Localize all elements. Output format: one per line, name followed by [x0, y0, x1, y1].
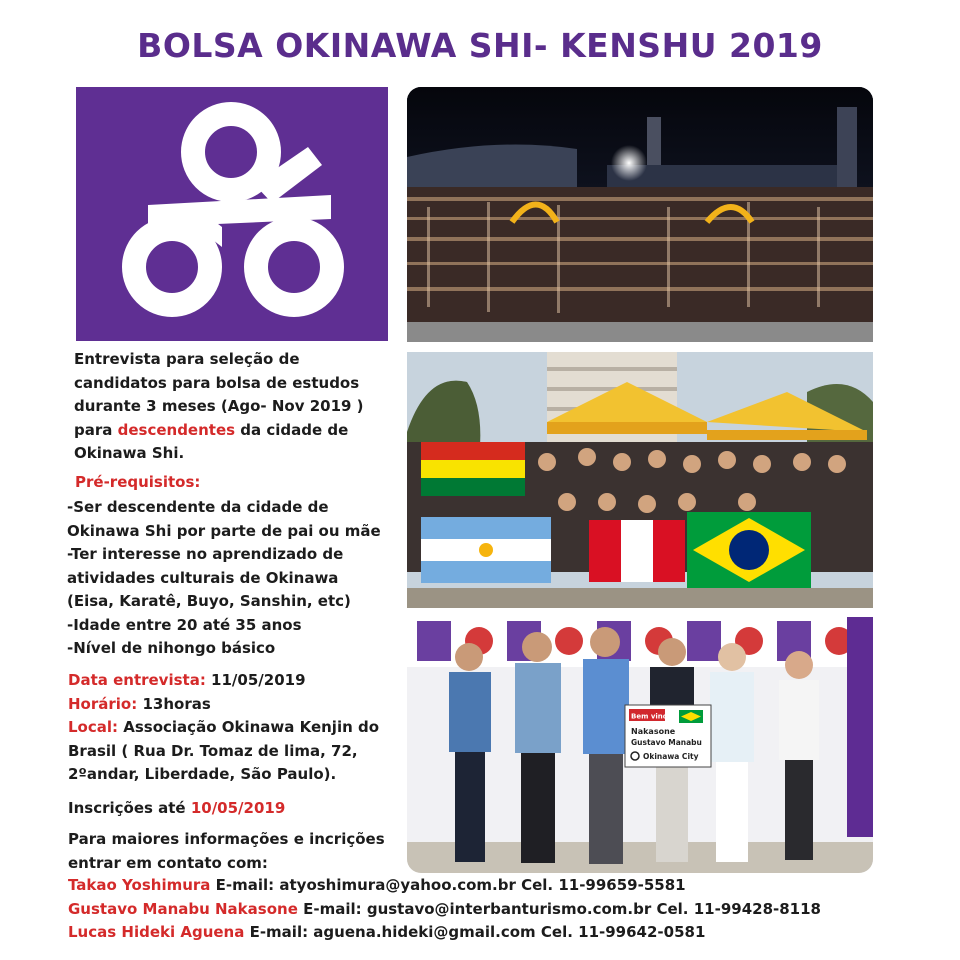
okinawa-city-logo [76, 87, 388, 341]
intro-line: candidatos para bolsa de estudos [74, 373, 360, 392]
contact-row [68, 921, 821, 945]
prereq-line: -Ser descendente da cidade de [67, 498, 329, 516]
registration-deadline: Inscrições até 10/05/2019 [68, 799, 286, 817]
festival-crowd-photo [407, 87, 873, 342]
welcome-sign-photo [407, 617, 873, 873]
sign-welcome: Bem vindo! [631, 712, 676, 721]
prereq-line: (Eisa, Karatê, Buyo, Sanshin, etc) [67, 592, 351, 610]
interview-date: Data entrevista: 11/05/2019 [68, 671, 306, 689]
contacts-list [68, 874, 821, 945]
intro-paragraph [74, 348, 364, 466]
intro-line: para descendentes da cidade de [74, 420, 349, 439]
contact-name: Gustavo Manabu Nakasone [68, 899, 298, 918]
prereq-list [67, 496, 381, 661]
interview-place-line: 2ºandar, Liberdade, São Paulo). [68, 765, 337, 783]
sign-name-2: Gustavo Manabu [631, 738, 702, 747]
group-flags-photo [407, 352, 873, 608]
sign-name-1: Nakasone [631, 727, 676, 736]
contact-name: Lucas Hideki Aguena [68, 923, 245, 941]
prereq-line: atividades culturais de Okinawa [67, 568, 339, 587]
sign-city: Okinawa City [643, 752, 699, 761]
prereq-line: -Nível de nihongo básico [67, 639, 276, 657]
prereq-line: -Idade entre 20 até 35 anos [67, 615, 302, 634]
intro-line: Entrevista para seleção de [74, 350, 300, 368]
okinawa-emblem-icon [76, 87, 388, 341]
prereq-line: Okinawa Shi por parte de pai ou mãe [67, 521, 381, 540]
prereq-heading: Pré-requisitos: [75, 473, 201, 491]
contact-row [68, 898, 821, 922]
intro-line: Okinawa Shi. [74, 444, 185, 462]
contact-info: E-mail: gustavo@interbanturismo.com.br Cel. 11-99428-8118 [297, 899, 821, 918]
contact-info: E-mail: atyoshimura@yahoo.com.br Cel. 11-99659-5581 [210, 876, 686, 894]
prereq-line: -Ter interesse no aprendizado de [67, 545, 344, 563]
interview-place-line: Brasil ( Rua Dr. Tomaz de lima, 72, [68, 741, 358, 760]
page-title: BOLSA OKINAWA SHI- KENSHU 2019 [137, 26, 823, 65]
interview-details [68, 669, 379, 787]
interview-place: Local: Associação Okinawa Kenjin do [68, 718, 380, 736]
interview-time: Horário: 13horas [68, 694, 211, 713]
contact-intro: Para maiores informações e incrições entrar em contato com: [68, 830, 385, 872]
contact-row [68, 874, 821, 898]
highlight-descendentes: descendentes [117, 420, 236, 439]
contact-info: E-mail: aguena.hideki@gmail.com Cel. 11-99642-0581 [244, 923, 706, 941]
intro-line: durante 3 meses (Ago- Nov 2019 ) [74, 397, 364, 415]
contact-name: Takao Yoshimura [68, 876, 211, 894]
